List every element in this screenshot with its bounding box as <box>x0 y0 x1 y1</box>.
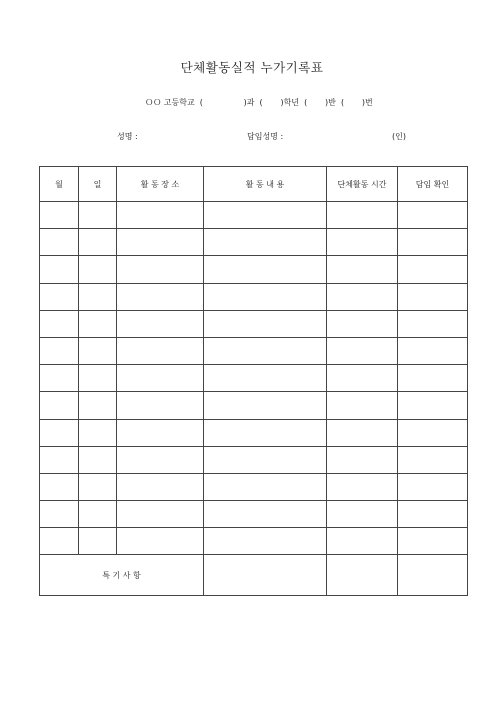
table-row <box>40 419 468 446</box>
table-row <box>40 473 468 500</box>
content-cell[interactable] <box>204 446 327 473</box>
hours-cell[interactable] <box>327 473 398 500</box>
place-cell[interactable] <box>117 501 204 528</box>
month-cell[interactable] <box>40 446 79 473</box>
confirm-cell[interactable] <box>398 365 468 392</box>
place-cell[interactable] <box>117 528 204 555</box>
header-activity-content: 활 동 내 용 <box>204 167 327 202</box>
table-row <box>40 283 468 310</box>
school-info-line: ＯＯ 고등학교 ( )과 ( )학년 ( )반 ( )번 <box>145 98 373 107</box>
hours-cell[interactable] <box>327 337 398 364</box>
month-cell[interactable] <box>40 202 79 229</box>
month-cell[interactable] <box>40 392 79 419</box>
confirm-cell[interactable] <box>398 256 468 283</box>
content-cell[interactable] <box>204 419 327 446</box>
table-header-row <box>40 167 468 202</box>
day-cell[interactable] <box>79 419 117 446</box>
hours-cell[interactable] <box>327 528 398 555</box>
header-teacher-confirm: 담임 확인 <box>398 167 468 202</box>
teacher-name-label: 담임성명 : <box>247 132 284 141</box>
place-cell[interactable] <box>117 202 204 229</box>
month-cell[interactable] <box>40 337 79 364</box>
hours-cell[interactable] <box>327 365 398 392</box>
hours-cell[interactable] <box>327 256 398 283</box>
table-row <box>40 365 468 392</box>
day-cell[interactable] <box>79 446 117 473</box>
hours-cell[interactable] <box>327 446 398 473</box>
day-cell[interactable] <box>79 310 117 337</box>
content-cell[interactable] <box>204 528 327 555</box>
confirm-cell[interactable] <box>398 528 468 555</box>
day-cell[interactable] <box>79 256 117 283</box>
confirm-cell[interactable] <box>398 392 468 419</box>
confirm-cell[interactable] <box>398 229 468 256</box>
day-cell[interactable] <box>79 392 117 419</box>
hours-cell[interactable] <box>327 392 398 419</box>
header-month: 월 <box>40 167 79 202</box>
confirm-cell[interactable] <box>398 446 468 473</box>
content-cell[interactable] <box>204 310 327 337</box>
content-cell[interactable] <box>204 473 327 500</box>
table-row <box>40 310 468 337</box>
student-name-label: 성명 : <box>117 132 138 141</box>
remarks-cell[interactable] <box>398 555 468 596</box>
content-cell[interactable] <box>204 365 327 392</box>
hours-cell[interactable] <box>327 229 398 256</box>
confirm-cell[interactable] <box>398 501 468 528</box>
month-cell[interactable] <box>40 283 79 310</box>
place-cell[interactable] <box>117 419 204 446</box>
confirm-cell[interactable] <box>398 473 468 500</box>
place-cell[interactable] <box>117 229 204 256</box>
place-cell[interactable] <box>117 446 204 473</box>
place-cell[interactable] <box>117 256 204 283</box>
content-cell[interactable] <box>204 283 327 310</box>
place-cell[interactable] <box>117 473 204 500</box>
remarks-label: 특 기 사 항 <box>40 555 204 596</box>
month-cell[interactable] <box>40 229 79 256</box>
table-row <box>40 446 468 473</box>
hours-cell[interactable] <box>327 419 398 446</box>
day-cell[interactable] <box>79 229 117 256</box>
header-day: 일 <box>79 167 117 202</box>
day-cell[interactable] <box>79 337 117 364</box>
confirm-cell[interactable] <box>398 202 468 229</box>
content-cell[interactable] <box>204 256 327 283</box>
month-cell[interactable] <box>40 419 79 446</box>
place-cell[interactable] <box>117 310 204 337</box>
confirm-cell[interactable] <box>398 310 468 337</box>
remarks-cell[interactable] <box>204 555 327 596</box>
month-cell[interactable] <box>40 256 79 283</box>
table-row <box>40 392 468 419</box>
table-row <box>40 501 468 528</box>
content-cell[interactable] <box>204 202 327 229</box>
content-cell[interactable] <box>204 501 327 528</box>
table-row <box>40 202 468 229</box>
table-row <box>40 229 468 256</box>
document-title: 단체활동실적 누가기록표 <box>180 60 324 75</box>
table-row <box>40 337 468 364</box>
confirm-cell[interactable] <box>398 419 468 446</box>
place-cell[interactable] <box>117 337 204 364</box>
place-cell[interactable] <box>117 283 204 310</box>
month-cell[interactable] <box>40 501 79 528</box>
hours-cell[interactable] <box>327 202 398 229</box>
hours-cell[interactable] <box>327 283 398 310</box>
month-cell[interactable] <box>40 310 79 337</box>
month-cell[interactable] <box>40 473 79 500</box>
content-cell[interactable] <box>204 229 327 256</box>
confirm-cell[interactable] <box>398 283 468 310</box>
header-activity-hours: 단체활동 시간 <box>327 167 398 202</box>
remarks-row <box>40 555 468 596</box>
day-cell[interactable] <box>79 283 117 310</box>
day-cell[interactable] <box>79 365 117 392</box>
content-cell[interactable] <box>204 337 327 364</box>
seal-label: (인) <box>392 132 406 141</box>
day-cell[interactable] <box>79 473 117 500</box>
remarks-cell[interactable] <box>327 555 398 596</box>
name-info-line <box>0 131 504 143</box>
header-activity-place: 활 동 장 소 <box>117 167 204 202</box>
table-row <box>40 528 468 555</box>
day-cell[interactable] <box>79 528 117 555</box>
confirm-cell[interactable] <box>398 337 468 364</box>
day-cell[interactable] <box>79 202 117 229</box>
place-cell[interactable] <box>117 392 204 419</box>
hours-cell[interactable] <box>327 501 398 528</box>
activity-record-table <box>39 166 468 596</box>
table-row <box>40 256 468 283</box>
month-cell[interactable] <box>40 528 79 555</box>
hours-cell[interactable] <box>327 310 398 337</box>
place-cell[interactable] <box>117 365 204 392</box>
month-cell[interactable] <box>40 365 79 392</box>
day-cell[interactable] <box>79 501 117 528</box>
content-cell[interactable] <box>204 392 327 419</box>
